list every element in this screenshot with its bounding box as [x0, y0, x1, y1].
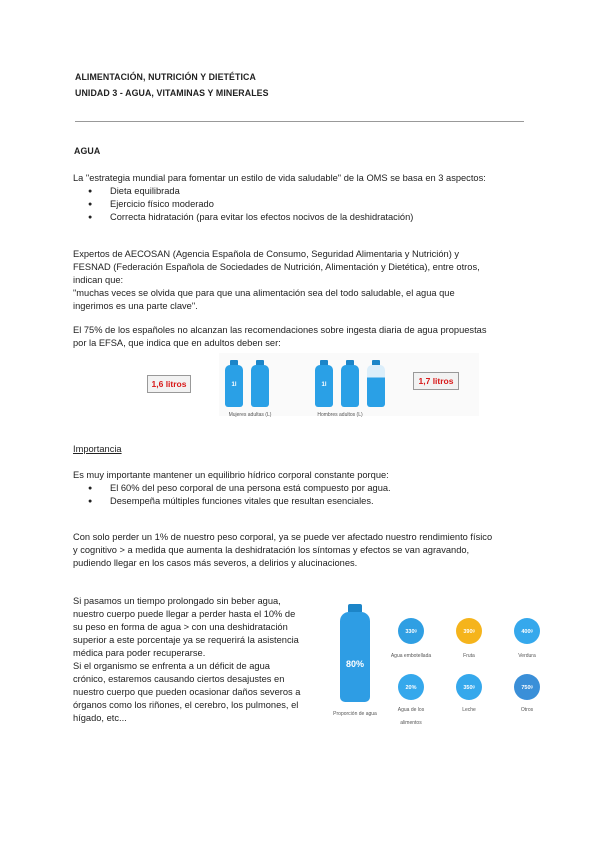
source-icon: 400ᵍ — [514, 618, 540, 644]
source-caption: Verdura — [518, 653, 536, 659]
list-item: ● Desempeña múltiples funciones vitales que resultan esenciales. — [73, 495, 528, 508]
intake-figure — [145, 353, 460, 416]
source-icon: 20% — [398, 674, 424, 700]
body-water-bottle-icon — [340, 612, 370, 702]
list-item: ● Ejercicio físico moderado — [73, 198, 528, 211]
importance-list — [73, 482, 528, 508]
source-icon: 750ᵍ — [514, 674, 540, 700]
source-icon: 390ᵍ — [456, 618, 482, 644]
water-bottle-icon — [341, 365, 359, 407]
section-title: AGUA — [74, 146, 101, 156]
prolonged-paragraph: Si pasamos un tiempo prolongado sin beber agua, nuestro cuerpo puede llegar a perder hasta el 10% de su peso en forma de agua > con una deshidratación superior a este porcentaje ya se requerirá la asistencia médica para poder recuperarse. Si el organismo se enfrenta a un déficit de agua crónico, estaremos causando ciertos desajustes en nuestro cuerpo que pueden ocasionar daños severos a órganos como los riñones, el cerebro, los pulmones, el hígado, etc... — [73, 596, 301, 723]
list-item: ● Dieta equilibrada — [73, 185, 528, 198]
body-caption: Proporción de agua — [333, 711, 377, 717]
list-item: ● El 60% del peso corporal de una persona está compuesto por agua. — [73, 482, 528, 495]
header-unit-title: UNIDAD 3 - AGUA, VITAMINAS Y MINERALES — [75, 88, 269, 98]
women-liters-label: 1,6 litros — [147, 375, 191, 393]
loss-paragraph: Con solo perder un 1% de nuestro peso corporal, ya se puede ver afectado nuestro rendimiento físico y cognitivo > a medida que aumenta la deshidratación los síntomas y efectos se van agravando, pudiendo llegar en los casos más severos, a delirios y alucinaciones. — [73, 532, 493, 568]
experts-paragraph: Expertos de AECOSAN (Agencia Española de Consumo, Seguridad Alimentaria y Nutrición) y FESNAD (Federación Española de Sociedades de Nutrición, Alimentación y Dietética), entre otros, indican que: "muchas veces se olvida que para que una alimentación sea del todo saludable, el agua que ingerimos es una parte clave". — [73, 249, 480, 311]
stats-paragraph: El 75% de los españoles no alcanzan las recomendaciones sobre ingesta diaria de agua propuestas por la EFSA, que indica que en adultos deben ser: — [73, 325, 487, 348]
header-course-title: ALIMENTACIÓN, NUTRICIÓN Y DIETÉTICA — [75, 72, 256, 82]
water-bottle-partial-icon — [367, 365, 385, 407]
intro-paragraph: La "estrategia mundial para fomentar un estilo de vida saludable" de la OMS se basa en 3 aspectos: — [73, 173, 486, 183]
aspects-list — [73, 185, 528, 224]
source-caption: Otros — [520, 707, 534, 713]
list-item: ● Correcta hidratación (para evitar los efectos nocivos de la deshidratación) — [73, 211, 528, 224]
body-pct: 80% — [345, 659, 364, 669]
importance-title: Importancia — [73, 444, 122, 454]
source-caption: Leche — [462, 707, 476, 713]
water-bottle-icon: 1l — [225, 365, 243, 407]
water-bottle-icon — [251, 365, 269, 407]
men-liters-label: 1,7 litros — [413, 372, 459, 390]
men-caption: Hombres adultos (L) — [317, 412, 363, 418]
header-divider — [75, 121, 524, 122]
water-bottle-icon: 1l — [315, 365, 333, 407]
source-caption: Fruta — [463, 653, 475, 659]
source-caption: Agua embotellada — [390, 653, 432, 659]
water-sources-figure — [330, 600, 555, 726]
source-caption: Agua de los alimentos — [397, 707, 425, 726]
women-caption: Mujeres adultas (L) — [228, 412, 272, 418]
source-icon: 350ᵍ — [456, 674, 482, 700]
source-icon: 330ᵍ — [398, 618, 424, 644]
importance-intro: Es muy importante mantener un equilibrio hídrico corporal constante porque: — [73, 470, 389, 480]
